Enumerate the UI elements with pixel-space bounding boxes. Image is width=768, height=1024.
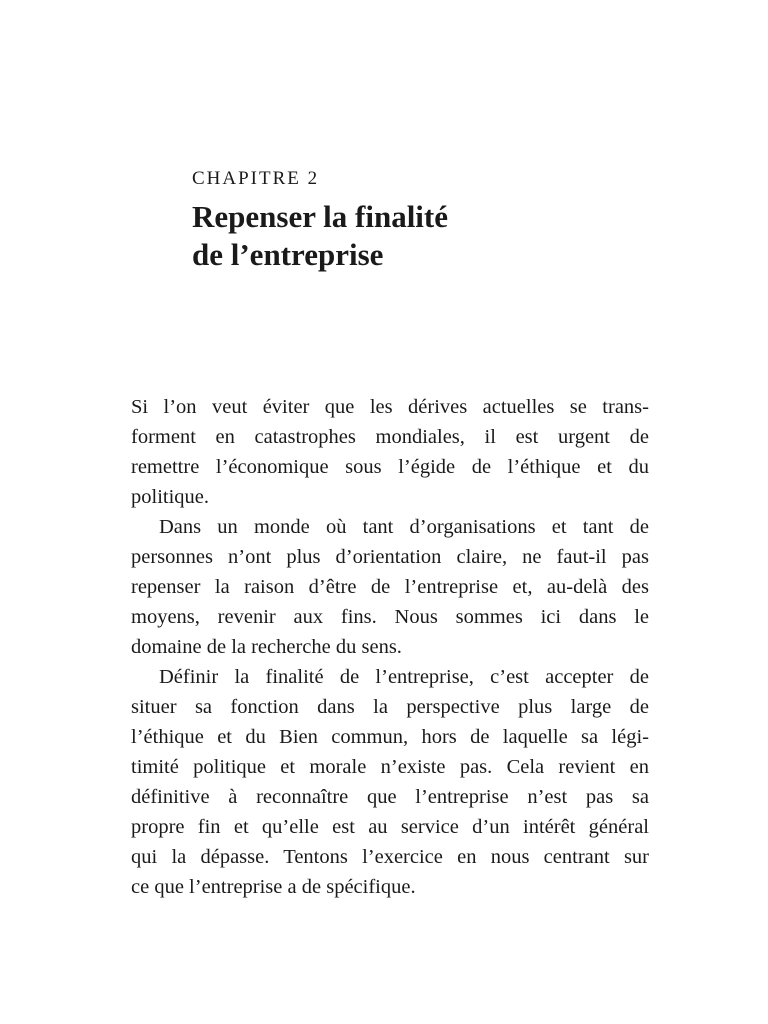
- text-line: l’éthique et du Bien commun, hors de laquelle sa légi-: [131, 726, 649, 748]
- text-line: propre fin et qu’elle est au service d’un intérêt général: [131, 816, 649, 838]
- text-line: ce que l’entreprise a de spécifique.: [131, 876, 416, 898]
- text-line: moyens, revenir aux fins. Nous sommes ici dans le: [131, 606, 649, 628]
- paragraph: [131, 662, 649, 902]
- chapter-title-line: de l’entreprise: [192, 237, 384, 272]
- text-line: politique.: [131, 486, 210, 508]
- chapter-label: CHAPITRE 2: [192, 168, 320, 189]
- text-line: personnes n’ont plus d’orientation claire, ne faut-il pas: [131, 546, 649, 568]
- chapter-title: [192, 198, 448, 274]
- text-line: timité politique et morale n’existe pas. Cela revient en: [131, 756, 649, 778]
- text-line: Définir la finalité de l’entreprise, c’est accepter de: [159, 666, 649, 688]
- paragraph: [131, 512, 649, 662]
- text-line: repenser la raison d’être de l’entreprise et, au-delà des: [131, 576, 649, 598]
- text-line: définitive à reconnaître que l’entreprise n’est pas sa: [131, 786, 649, 808]
- text-line: remettre l’économique sous l’égide de l’éthique et du: [131, 456, 649, 478]
- text-line: domaine de la recherche du sens.: [131, 636, 402, 658]
- text-line: qui la dépasse. Tentons l’exercice en nous centrant sur: [131, 846, 649, 868]
- text-line: situer sa fonction dans la perspective plus large de: [131, 696, 649, 718]
- text-line: forment en catastrophes mondiales, il est urgent de: [131, 426, 649, 448]
- text-line: Dans un monde où tant d’organisations et tant de: [159, 516, 649, 538]
- body-text: [131, 392, 649, 902]
- paragraph: [131, 392, 649, 512]
- text-line: Si l’on veut éviter que les dérives actuelles se trans-: [131, 396, 649, 418]
- chapter-title-line: Repenser la finalité: [192, 199, 449, 234]
